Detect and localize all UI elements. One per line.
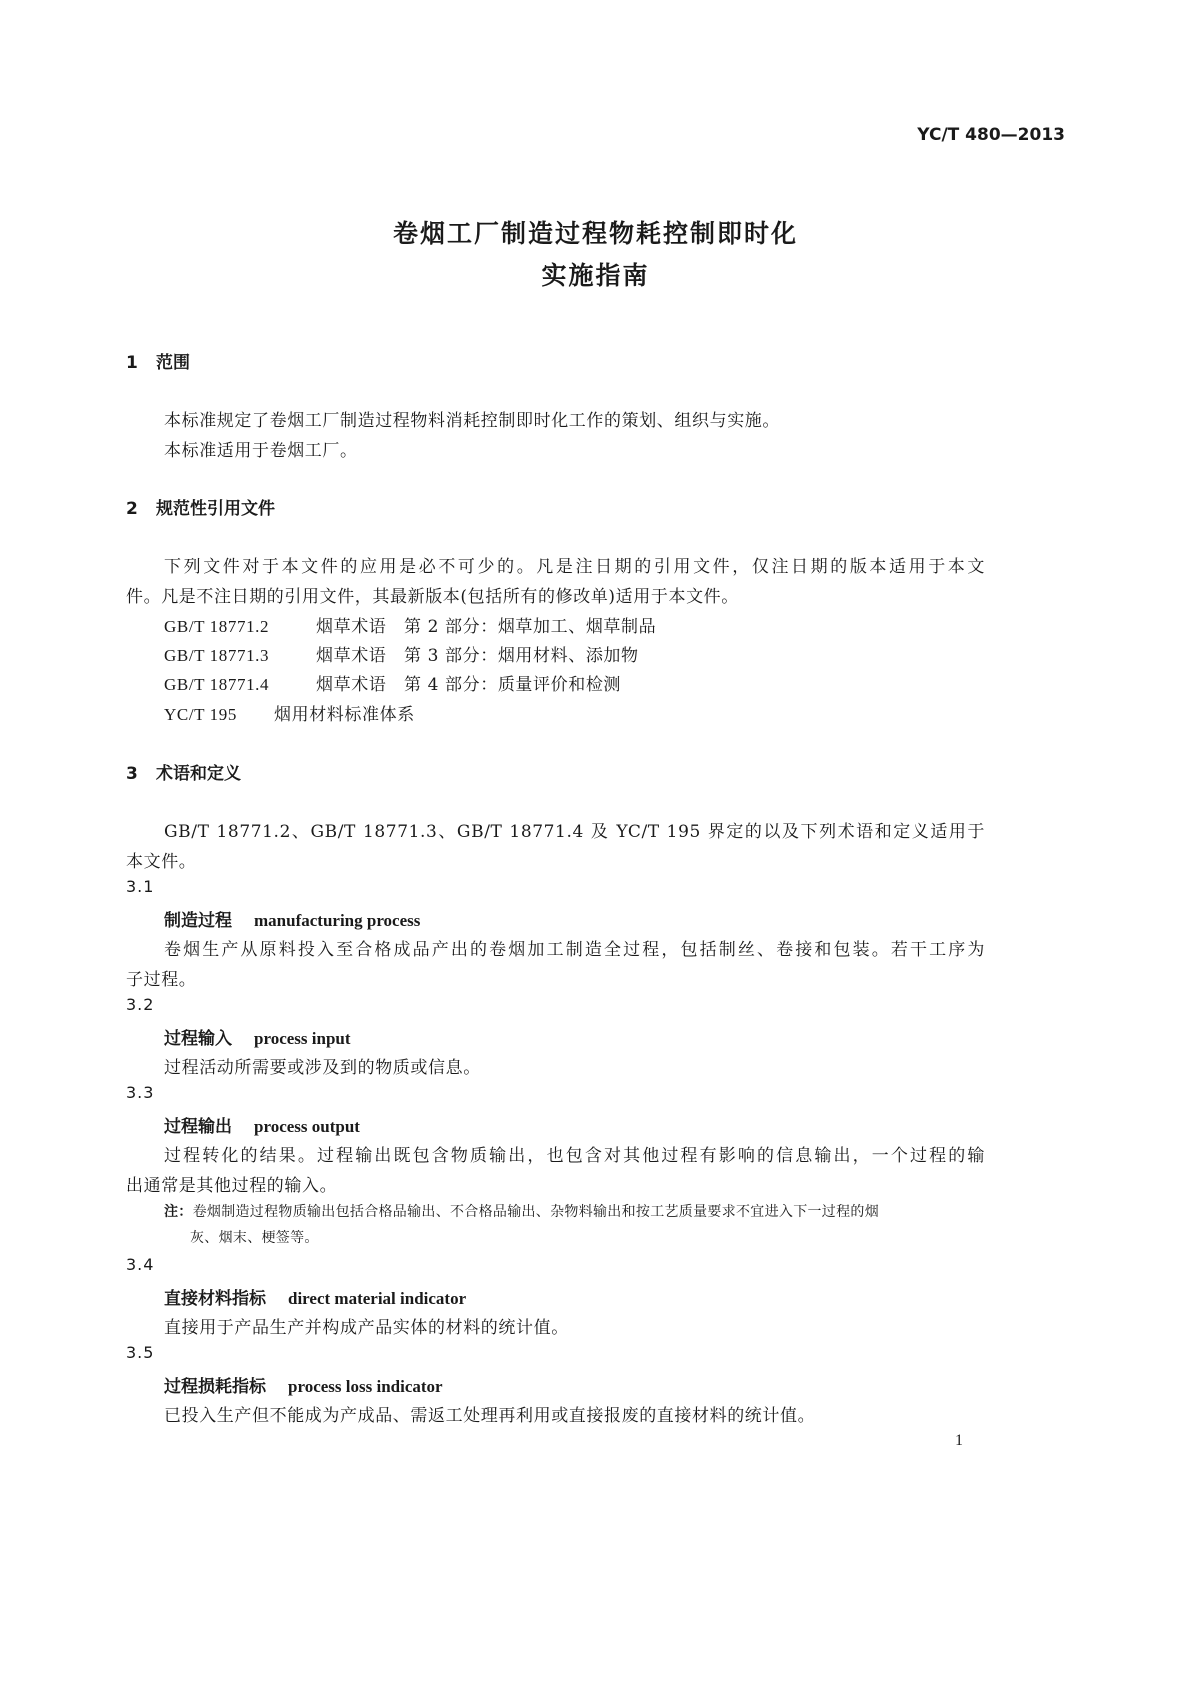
normative-reference — [164, 612, 656, 637]
section-number: 1 — [126, 353, 138, 373]
section-2-heading — [126, 494, 275, 519]
normative-reference — [164, 670, 621, 695]
note-label: 注： — [164, 1204, 193, 1220]
term-definition: 已投入生产但不能成为产成品、需返工处理再利用或直接报废的直接材料的统计值。 — [164, 1406, 816, 1426]
clause-number: 3.2 — [126, 995, 155, 1014]
term-en: process output — [254, 1117, 360, 1136]
reference-title: 烟草术语 第 3 部分：烟用材料、添加物 — [316, 646, 639, 666]
section-title: 规范性引用文件 — [156, 499, 275, 519]
reference-title: 烟草术语 第 2 部分：烟草加工、烟草制品 — [316, 617, 657, 637]
section-title: 范围 — [156, 353, 190, 373]
term-heading — [164, 1112, 360, 1137]
section-3-heading — [126, 759, 241, 784]
term-definition: 子过程。 — [126, 970, 197, 990]
term-zh: 制造过程 — [164, 911, 232, 931]
paragraph: 本文件。 — [126, 852, 197, 872]
document-number: YC/T 480—2013 — [917, 125, 1065, 145]
note — [164, 1201, 985, 1221]
note-continuation: 灰、烟末、梗签等。 — [190, 1230, 319, 1246]
clause-number: 3.3 — [126, 1083, 155, 1102]
term-zh: 过程输入 — [164, 1029, 232, 1049]
reference-code: GB/T 18771.4 — [164, 675, 270, 694]
term-zh: 过程输出 — [164, 1117, 232, 1137]
term-zh: 直接材料指标 — [164, 1289, 266, 1309]
term-heading — [164, 1024, 351, 1049]
term-definition: 卷烟生产从原料投入至合格成品产出的卷烟加工制造全过程，包括制丝、卷接和包装。若干工序为 — [164, 940, 985, 960]
reference-code: GB/T 18771.3 — [164, 646, 270, 665]
note-text: 卷烟制造过程物质输出包括合格品输出、不合格品输出、杂物料输出和按工艺质量要求不宜进入下一过程的烟 — [192, 1204, 880, 1220]
section-number: 3 — [126, 764, 138, 784]
paragraph: 本标准适用于卷烟工厂。 — [164, 441, 358, 461]
clause-number: 3.1 — [126, 877, 155, 896]
term-zh: 过程损耗指标 — [164, 1377, 266, 1397]
term-definition: 出通常是其他过程的输入。 — [126, 1176, 338, 1196]
term-definition: 直接用于产品生产并构成产品实体的材料的统计值。 — [164, 1318, 569, 1338]
normative-reference — [164, 641, 639, 666]
clause-number: 3.4 — [126, 1255, 155, 1274]
page-number: 1 — [955, 1432, 963, 1449]
term-en: direct material indicator — [288, 1289, 467, 1308]
term-definition: 过程转化的结果。过程输出既包含物质输出，也包含对其他过程有影响的信息输出，一个过程的输 — [164, 1146, 985, 1166]
term-en: process loss indicator — [288, 1377, 443, 1396]
term-en: process input — [254, 1029, 351, 1048]
term-definition: 过程活动所需要或涉及到的物质或信息。 — [164, 1058, 481, 1078]
clause-number: 3.5 — [126, 1343, 155, 1362]
section-title: 术语和定义 — [156, 764, 241, 784]
term-en: manufacturing process — [254, 911, 421, 930]
document-title-line2: 实施指南 — [541, 261, 650, 290]
paragraph: 本标准规定了卷烟工厂制造过程物料消耗控制即时化工作的策划、组织与实施。 — [164, 411, 780, 431]
reference-code: YC/T 195 — [164, 705, 237, 724]
paragraph: GB/T 18771.2、GB/T 18771.3、GB/T 18771.4 及 YC/T 195 界定的以及下列术语和定义适用于 — [164, 822, 985, 842]
document-title-line1: 卷烟工厂制造过程物耗控制即时化 — [392, 219, 798, 248]
section-1-heading — [126, 348, 190, 373]
reference-title: 烟用材料标准体系 — [274, 705, 415, 725]
reference-code: GB/T 18771.2 — [164, 617, 270, 636]
term-heading — [164, 1372, 443, 1397]
paragraph: 下列文件对于本文件的应用是必不可少的。凡是注日期的引用文件，仅注日期的版本适用于本文 — [164, 557, 985, 577]
normative-reference — [164, 700, 415, 725]
reference-title: 烟草术语 第 4 部分：质量评价和检测 — [316, 675, 622, 695]
term-heading — [164, 906, 420, 931]
term-heading — [164, 1284, 466, 1309]
paragraph: 件。凡是不注日期的引用文件，其最新版本(包括所有的修改单)适用于本文件。 — [126, 587, 739, 607]
section-number: 2 — [126, 499, 138, 519]
